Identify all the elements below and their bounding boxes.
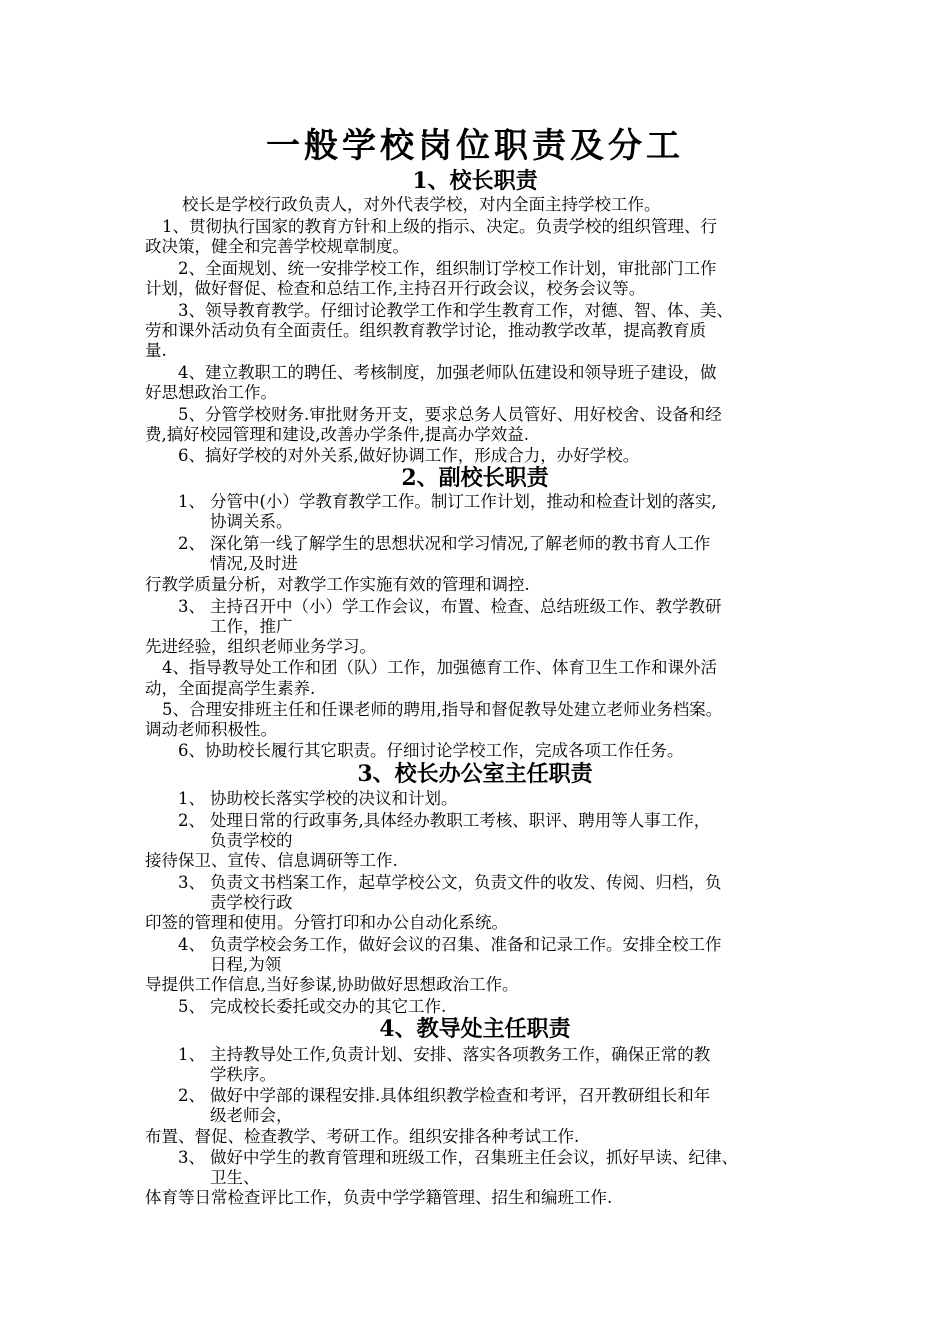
paragraph-line: 调动老师积极性。: [145, 720, 277, 739]
paragraph-line: 计划，做好督促、检查和总结工作,主持召开行政会议，校务会议等。: [145, 279, 646, 298]
list-number: 1、: [178, 789, 205, 808]
paragraph-line: 负责学校的: [210, 831, 293, 850]
list-number: 2、: [178, 534, 205, 553]
list-number: 3、: [178, 597, 205, 616]
paragraph-line: 印签的管理和使用。分管打印和办公自动化系统。: [145, 913, 508, 932]
paragraph-line: 做好中学生的教育管理和班级工作，召集班主任会议，抓好早读、纪律、: [210, 1148, 738, 1167]
paragraph-line: 负责学校会务工作，做好会议的召集、准备和记录工作。安排全校工作: [210, 935, 722, 954]
paragraph-line: 2、全面规划、统一安排学校工作，组织制订学校工作计划，审批部门工作: [178, 259, 717, 278]
paragraph-line: 5、合理安排班主任和任课老师的聘用,指导和督促教导处建立老师业务档案。: [162, 700, 723, 719]
paragraph-line: 日程,为领: [210, 955, 282, 974]
list-number: 1、: [178, 1045, 205, 1064]
paragraph-line: 卫生、: [210, 1168, 260, 1187]
paragraph-line: 行教学质量分析，对教学工作实施有效的管理和调控.: [145, 575, 530, 594]
paragraph-line: 级老师会，: [210, 1106, 293, 1125]
paragraph-line: 协调关系。: [210, 512, 293, 531]
paragraph-line: 分管中(小）学教育教学工作。制订工作计划，推动和检查计划的落实,: [210, 492, 717, 511]
list-number: 2、: [178, 811, 205, 830]
paragraph-line: 4、建立教职工的聘任、考核制度，加强老师队伍建设和领导班子建设，做: [178, 363, 717, 382]
paragraph-line: 深化第一线了解学生的思想状况和学习情况,了解老师的教书育人工作: [210, 534, 711, 553]
paragraph-line: 布置、督促、检查教学、考研工作。组织安排各种考试工作.: [145, 1127, 580, 1146]
paragraph-line: 学秩序。: [210, 1065, 276, 1084]
paragraph-line: 6、协助校长履行其它职责。仔细讨论学校工作，完成各项工作任务。: [178, 741, 684, 760]
paragraph-line: 体育等日常检查评比工作，负责中学学籍管理、招生和编班工作.: [145, 1188, 613, 1207]
paragraph-line: 完成校长委托或交办的其它工作.: [210, 997, 447, 1016]
paragraph-line: 做好中学部的课程安排.具体组织教学检查和考评，召开教研组长和年: [210, 1086, 711, 1105]
section-heading-office-director: 3、校长办公室主任职责: [357, 761, 593, 787]
paragraph-line: 费,搞好校园管理和建设,改善办学条件,提高办学效益.: [145, 425, 529, 444]
paragraph-line: 校长是学校行政负责人，对外代表学校，对内全面主持学校工作。: [182, 195, 661, 214]
list-number: 3、: [178, 1148, 205, 1167]
paragraph-line: 5、分管学校财务.审批财务开支，要求总务人员管好、用好校舍、设备和经: [178, 405, 722, 424]
list-number: 4、: [178, 935, 205, 954]
section-heading-academic-director: 4、教导处主任职责: [379, 1016, 571, 1042]
paragraph-line: 主持召开中（小）学工作会议，布置、检查、总结班级工作、教学教研: [210, 597, 722, 616]
paragraph-line: 先进经验，组织老师业务学习。: [145, 637, 376, 656]
paragraph-line: 责学校行政: [210, 893, 293, 912]
paragraph-line: 4、指导教导处工作和团（队）工作，加强德育工作、体育卫生工作和课外活: [162, 658, 717, 677]
paragraph-line: 3、领导教育教学。仔细讨论教学工作和学生教育工作，对德、智、体、美、: [178, 301, 733, 320]
paragraph-line: 工作，推广: [210, 617, 293, 636]
paragraph-line: 接待保卫、宣传、信息调研等工作.: [145, 851, 398, 870]
paragraph-line: 处理日常的行政事务,具体经办教职工考核、职评、聘用等人事工作，: [210, 811, 711, 830]
section-heading-principal: 1、校长职责: [412, 168, 538, 194]
paragraph-line: 1、贯彻执行国家的教育方针和上级的指示、决定。负责学校的组织管理、行: [162, 217, 717, 236]
paragraph-line: 政决策，健全和完善学校规章制度。: [145, 237, 409, 256]
document-title: 一般学校岗位职责及分工: [266, 126, 684, 166]
paragraph-line: 负责文书档案工作，起草学校公文，负责文件的收发、传阅、归档，负: [210, 873, 722, 892]
paragraph-line: 6、搞好学校的对外关系,做好协调工作，形成合力，办好学校。: [178, 446, 640, 465]
paragraph-line: 动，全面提高学生素养.: [145, 679, 316, 698]
paragraph-line: 量.: [145, 341, 167, 360]
section-heading-vice-principal: 2、副校长职责: [401, 465, 549, 491]
list-number: 2、: [178, 1086, 205, 1105]
paragraph-line: 劳和课外活动负有全面责任。组织教育教学讨论，推动教学改革，提高教育质: [145, 321, 706, 340]
paragraph-line: 好思想政治工作。: [145, 383, 277, 402]
list-number: 3、: [178, 873, 205, 892]
list-number: 5、: [178, 997, 205, 1016]
paragraph-line: 情况,及时进: [210, 554, 298, 573]
paragraph-line: 主持教导处工作,负责计划、安排、落实各项教务工作，确保正常的教: [210, 1045, 711, 1064]
paragraph-line: 协助校长落实学校的决议和计划。: [210, 789, 458, 808]
paragraph-line: 导提供工作信息,当好参谋,协助做好思想政治工作。: [145, 975, 519, 994]
list-number: 1、: [178, 492, 205, 511]
